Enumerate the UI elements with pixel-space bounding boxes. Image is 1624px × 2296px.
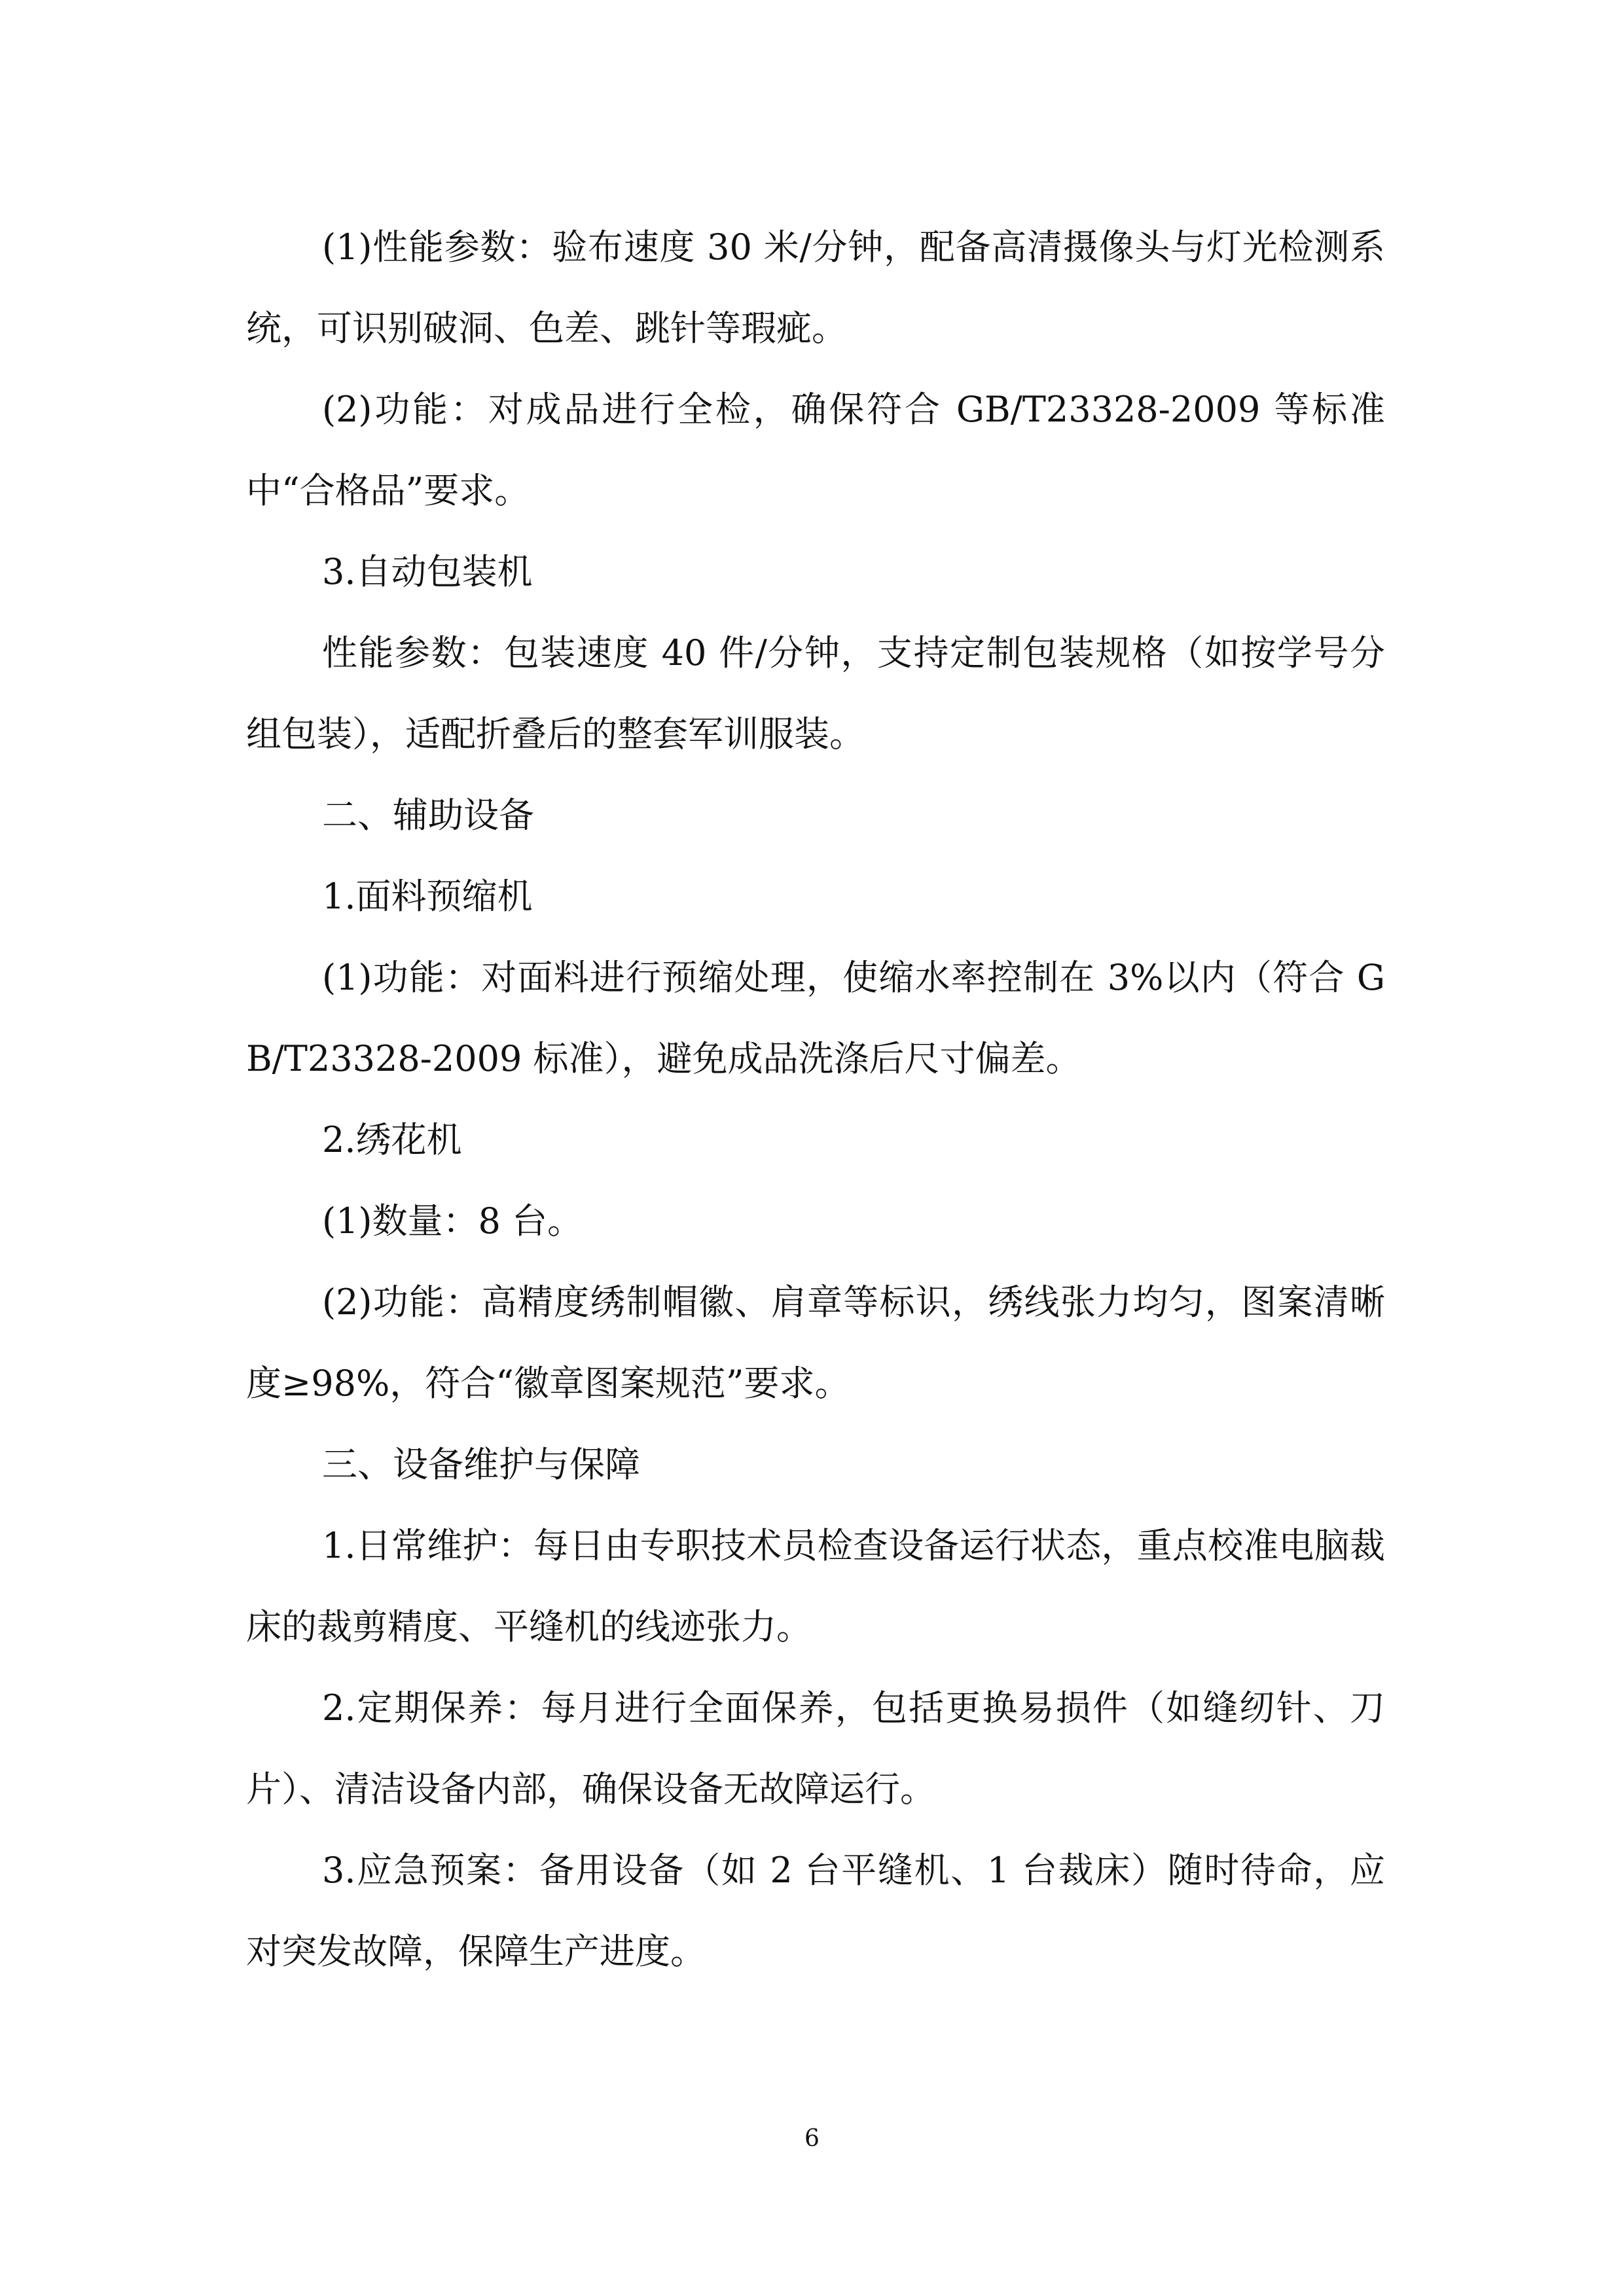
paragraph-emergency-plan: 3.应急预案：备用设备（如 2 台平缝机、1 台裁床）随时待命，应对突发故障，保障生产进度。 xyxy=(246,1850,1385,1972)
heading-embroidery-machine: 2.绣花机 xyxy=(322,1119,462,1160)
paragraph-embroidery-function: (2)功能：高精度绣制帽徽、肩章等标识，绣线张力均匀，图案清晰度≥98%，符合“徽章图案规范”要求。 xyxy=(246,1282,1385,1404)
heading-auto-packing-machine: 3.自动包装机 xyxy=(322,551,533,592)
heading-auxiliary-equipment: 二、辅助设备 xyxy=(322,795,534,836)
paragraph-regular-upkeep: 2.定期保养：每月进行全面保养，包括更换易损件（如缝纫针、刀片）、清洁设备内部，确保设备无故障运行。 xyxy=(246,1687,1385,1810)
paragraph-embroidery-quantity: (1)数量：8 台。 xyxy=(322,1200,583,1242)
paragraph-preshrink-function: (1)功能：对面料进行预缩处理，使缩水率控制在 3%以内（符合 GB/T23328-2009 标准），避免成品洗涤后尺寸偏差。 xyxy=(246,957,1385,1079)
heading-maintenance-guarantee: 三、设备维护与保障 xyxy=(322,1444,640,1485)
paragraph-inspection-performance: (1)性能参数：验布速度 30 米/分钟，配备高清摄像头与灯光检测系统，可识别破洞、色差、跳针等瑕疵。 xyxy=(246,226,1385,349)
heading-fabric-preshrink-machine: 1.面料预缩机 xyxy=(322,876,533,917)
page-number: 6 xyxy=(804,2125,820,2152)
body-text xyxy=(246,207,1385,1992)
paragraph-packing-performance: 性能参数：包装速度 40 件/分钟，支持定制包装规格（如按学号分组包装），适配折叠后的整套军训服装。 xyxy=(246,632,1385,755)
paragraph-inspection-function: (2)功能：对成品进行全检，确保符合 GB/T23328-2009 等标准中“合格品”要求。 xyxy=(246,389,1385,511)
paragraph-daily-maintenance: 1.日常维护：每日由专职技术员检查设备运行状态，重点校准电脑裁床的裁剪精度、平缝机的线迹张力。 xyxy=(246,1525,1385,1647)
